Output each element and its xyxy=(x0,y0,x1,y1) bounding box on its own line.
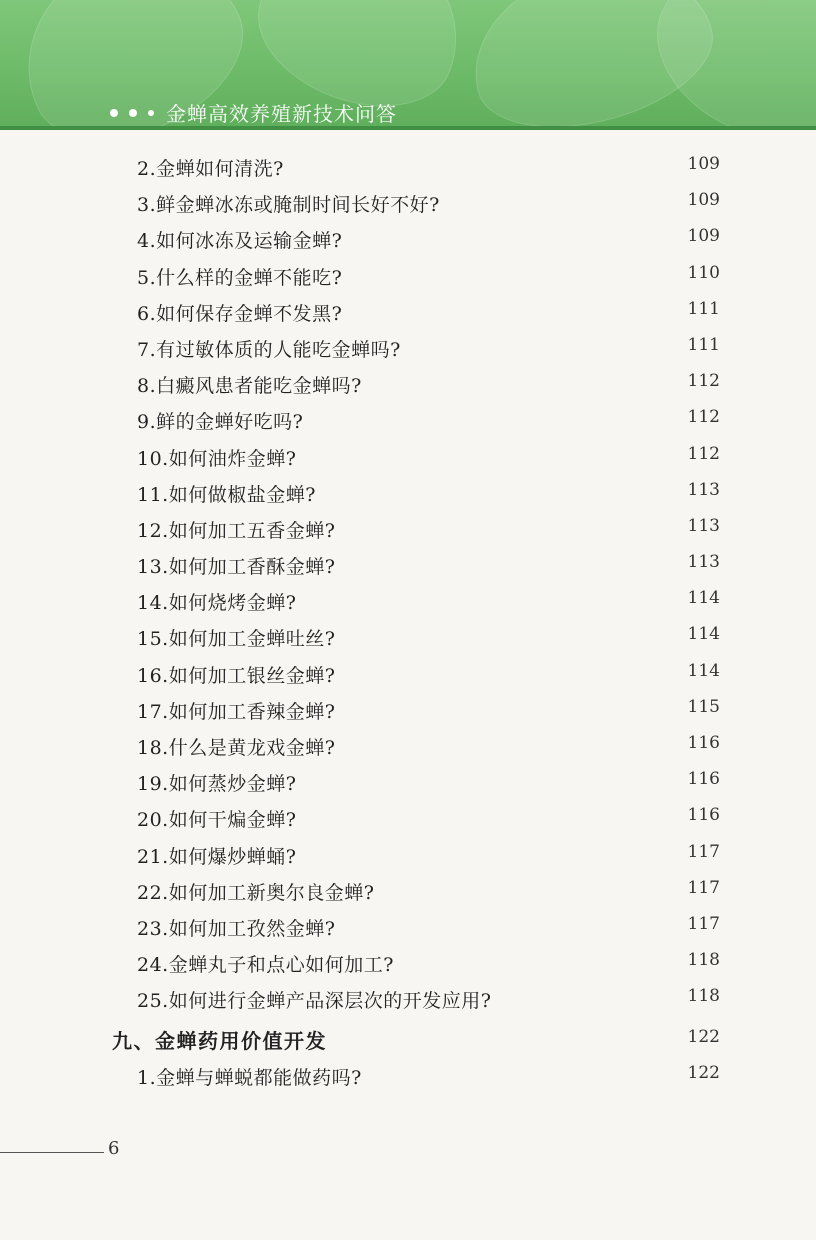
toc-page-number: 116 xyxy=(687,769,720,790)
toc-page-number: 115 xyxy=(687,696,720,717)
toc-chapter-row[interactable] xyxy=(0,1019,816,1059)
toc-entry-label: 7.有过敏体质的人能吃金蝉吗? xyxy=(137,338,401,361)
toc-entry-row[interactable] xyxy=(0,982,816,1018)
toc-entry-label: 16.如何加工银丝金蝉? xyxy=(137,664,336,687)
footer-rule xyxy=(0,1152,104,1153)
toc-entry-row[interactable] xyxy=(0,548,816,584)
toc-entry-label: 13.如何加工香酥金蝉? xyxy=(137,556,336,579)
toc-entry-label: 12.如何加工五香金蝉? xyxy=(137,519,336,542)
toc-entry-label: 22.如何加工新奥尔良金蝉? xyxy=(137,881,375,904)
toc-entry-label: 10.如何油炸金蝉? xyxy=(137,447,297,470)
toc-entry-row[interactable] xyxy=(0,620,816,656)
toc-entry-row[interactable] xyxy=(0,729,816,765)
toc-entry-row[interactable] xyxy=(0,584,816,620)
toc-page-number: 111 xyxy=(687,334,720,355)
header-divider xyxy=(0,126,816,130)
toc-entry-row[interactable] xyxy=(0,222,816,258)
toc-entry-row[interactable] xyxy=(0,150,816,186)
toc-entry-row[interactable] xyxy=(0,657,816,693)
toc-entry-label: 2.金蝉如何清洗? xyxy=(137,158,284,180)
toc-page-number: 116 xyxy=(687,805,720,826)
header-title-group xyxy=(110,98,397,127)
toc-entry-label: 20.如何干煸金蝉? xyxy=(137,809,297,832)
toc-page-number: 112 xyxy=(687,371,720,392)
toc-page-number: 117 xyxy=(687,841,720,862)
toc-page-number: 110 xyxy=(687,262,720,283)
toc-entry-row[interactable] xyxy=(0,946,816,982)
toc-entry-row[interactable] xyxy=(0,765,816,801)
toc-page-number: 109 xyxy=(687,226,720,247)
toc-entry-label: 17.如何加工香辣金蝉? xyxy=(137,700,336,723)
toc-page-number: 113 xyxy=(687,552,720,573)
toc-entry-label: 24.金蝉丸子和点心如何加工? xyxy=(137,954,394,977)
toc-entry-row[interactable] xyxy=(0,186,816,222)
toc-page-number: 122 xyxy=(687,1062,720,1083)
toc-entry-label: 5.什么样的金蝉不能吃? xyxy=(137,266,343,289)
toc-page-number: 109 xyxy=(687,154,720,174)
toc-page-number: 118 xyxy=(687,950,720,971)
toc-entry-label: 15.如何加工金蝉吐丝? xyxy=(137,628,336,651)
toc-page-number: 116 xyxy=(687,733,720,753)
toc-entry-label: 11.如何做椒盐金蝉? xyxy=(137,483,316,506)
toc-page-number: 113 xyxy=(687,515,720,536)
toc-entry-label: 6.如何保存金蝉不发黑? xyxy=(137,302,343,325)
toc-entry-row[interactable] xyxy=(0,693,816,729)
toc-entry-label: 3.鲜金蝉冰冻或腌制时间长好不好? xyxy=(137,194,440,217)
toc-entry-row[interactable] xyxy=(0,838,816,874)
toc-chapter-title: 九、金蝉药用价值开发 xyxy=(112,1028,327,1053)
toc-page-number: 117 xyxy=(687,877,720,898)
toc-page-number: 118 xyxy=(687,986,720,1007)
toc-entry-row[interactable] xyxy=(0,874,816,910)
toc-page-number: 109 xyxy=(687,190,720,211)
toc-page-number: 112 xyxy=(687,407,720,428)
toc-entry-label: 23.如何加工孜然金蝉? xyxy=(137,917,336,940)
toc-entry-row[interactable] xyxy=(0,1059,816,1095)
toc-entry-row[interactable] xyxy=(0,331,816,367)
footer-page-number: 6 xyxy=(108,1138,120,1159)
toc-entry-row[interactable] xyxy=(0,512,816,548)
toc-entry-label: 25.如何进行金蝉产品深层次的开发应用? xyxy=(137,990,492,1013)
toc-entry-label: 9.鲜的金蝉好吃吗? xyxy=(137,411,304,434)
toc-entry-row[interactable] xyxy=(0,910,816,946)
toc-entry-row[interactable] xyxy=(0,295,816,331)
toc-entry-label: 8.白癜风患者能吃金蝉吗? xyxy=(137,375,362,398)
toc-entry-label: 1.金蝉与蝉蜕都能做药吗? xyxy=(137,1066,362,1089)
bullet-dots-icon xyxy=(110,109,154,117)
toc-page-number: 114 xyxy=(687,624,720,645)
toc-entry-label: 18.什么是黄龙戏金蝉? xyxy=(137,737,336,759)
toc-entry-row[interactable] xyxy=(0,801,816,837)
toc-entry-row[interactable] xyxy=(0,476,816,512)
toc-page-number: 114 xyxy=(687,588,720,609)
toc-page-number: 114 xyxy=(687,660,720,681)
toc-entry-label: 19.如何蒸炒金蝉? xyxy=(137,773,297,796)
running-header-title: 金蝉高效养殖新技术问答 xyxy=(166,102,397,126)
toc-entry-row[interactable] xyxy=(0,403,816,439)
toc-entry-label: 14.如何烧烤金蝉? xyxy=(137,592,297,615)
table-of-contents xyxy=(0,150,816,1095)
toc-page-number: 117 xyxy=(687,913,720,934)
toc-entry-row[interactable] xyxy=(0,440,816,476)
toc-page-number: 111 xyxy=(687,298,720,319)
toc-page-number: 113 xyxy=(687,479,720,500)
toc-entry-row[interactable] xyxy=(0,259,816,295)
toc-entry-row[interactable] xyxy=(0,367,816,403)
toc-entry-label: 21.如何爆炒蝉蛹? xyxy=(137,845,297,868)
toc-page-number: 112 xyxy=(687,443,720,464)
toc-page-number: 122 xyxy=(687,1026,720,1047)
toc-entry-label: 4.如何冰冻及运输金蝉? xyxy=(137,230,343,253)
header-banner xyxy=(0,0,816,130)
